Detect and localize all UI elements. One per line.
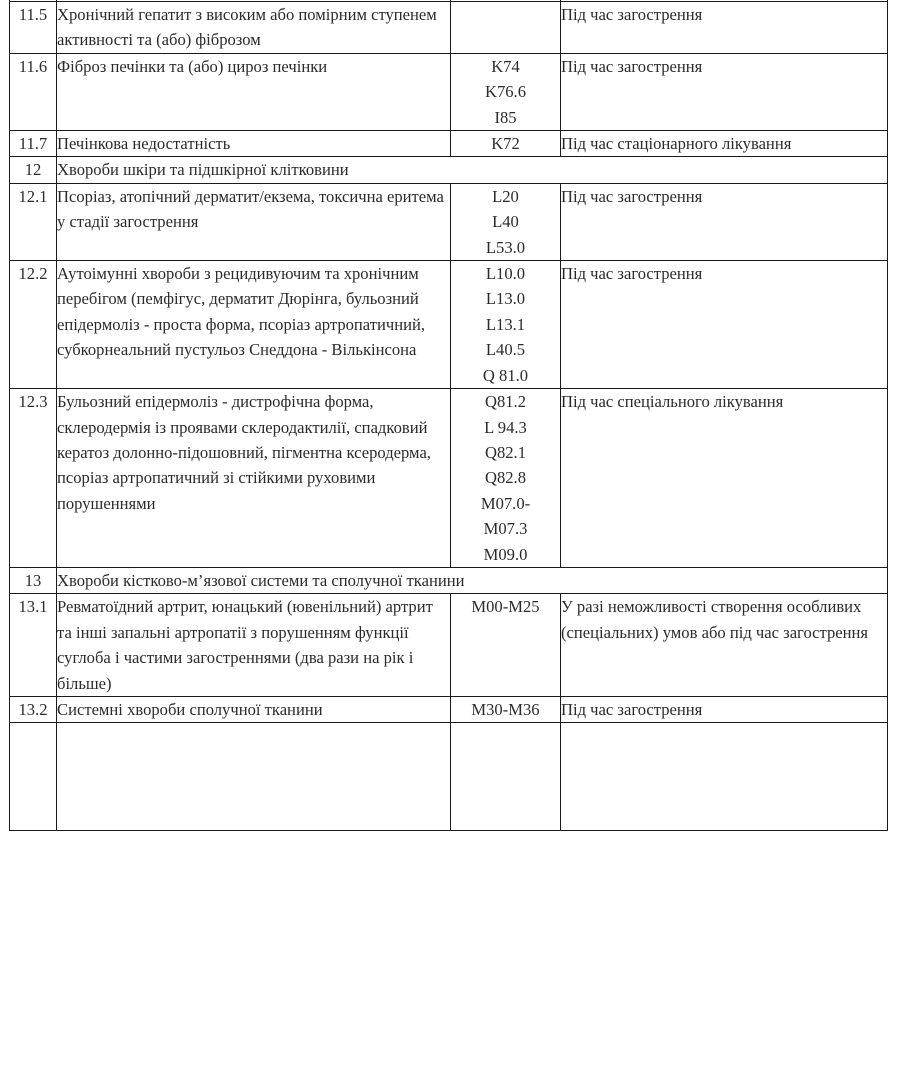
icd-code-value: Q82.8 xyxy=(484,468,527,488)
cell-condition: Під час загострення xyxy=(561,53,888,130)
cell-icd-code xyxy=(451,261,561,389)
cell-section-title: Хвороби шкіри та підшкірної клітковини xyxy=(57,157,888,183)
cell-disease-name xyxy=(57,723,451,831)
cell-condition: Під час загострення xyxy=(561,2,888,54)
cell-disease-name: Хронічний гепатит з високим або помірним ступенем активності та (або) фіброзом xyxy=(57,2,451,54)
cell-condition: Під час загострення xyxy=(561,183,888,260)
icd-code-value: K72 xyxy=(491,134,520,154)
icd-code-value: I85 xyxy=(494,107,517,127)
table-row xyxy=(10,594,888,697)
cell-section-title: Хвороби кістково-м’язової системи та сполучної тканини xyxy=(57,567,888,593)
icd-code-value: L40 xyxy=(492,212,519,232)
icd-code-value: L 94.3 xyxy=(484,417,527,437)
cell-disease-name: Системні хвороби сполучної тканини xyxy=(57,696,451,722)
icd-code-value: L13.0 xyxy=(485,289,526,309)
table-row xyxy=(10,696,888,722)
cell-item-number: 11.6 xyxy=(10,53,57,130)
cell-disease-name: Аутоімунні хвороби з рецидивуючим та хронічним перебігом (пемфігус, дерматит Дюрінга, бульозний епідермоліз - проста форма, псоріаз артропатичний, субкорнеальний пустульоз Снеддона - Вількінсона xyxy=(57,261,451,389)
table-row xyxy=(10,261,888,389)
icd-code-value: M07.3 xyxy=(483,519,528,539)
table-row xyxy=(10,723,888,831)
icd-code-value: L40.5 xyxy=(485,340,526,360)
table-row xyxy=(10,389,888,568)
table-row xyxy=(10,567,888,593)
cell-disease-name: Ревматоїдний артрит, юнацький (ювенільний) артрит та інші запальні артропатії з порушенням функції суглоба і частими загостреннями (два рази на рік і більше) xyxy=(57,594,451,697)
cell-item-number: 12.3 xyxy=(10,389,57,568)
cell-condition: Під час стаціонарного лікування xyxy=(561,131,888,157)
icd-code-value: Q82.1 xyxy=(484,442,527,462)
cell-icd-code xyxy=(451,696,561,722)
cell-disease-name: Печінкова недостатність xyxy=(57,131,451,157)
cell-icd-code xyxy=(451,183,561,260)
cell-icd-code xyxy=(451,389,561,568)
cell-condition: Під час загострення xyxy=(561,261,888,389)
cell-disease-name: Фіброз печінки та (або) цироз печінки xyxy=(57,53,451,130)
table-row xyxy=(10,53,888,130)
cell-item-number: 11.5 xyxy=(10,2,57,54)
cell-disease-name: Псоріаз, атопічний дерматит/екзема, токсична еритема у стадії загострення xyxy=(57,183,451,260)
cell-icd-code xyxy=(451,131,561,157)
icd-code-value: K74 xyxy=(491,56,520,76)
cell-icd-code xyxy=(451,53,561,130)
cell-condition: У разі неможливості створення особливих (спеціальних) умов або під час загострення xyxy=(561,594,888,697)
cell-item-number: 13 xyxy=(10,567,57,593)
table-row xyxy=(10,157,888,183)
table-row xyxy=(10,131,888,157)
icd-code-value: K76.6 xyxy=(484,82,527,102)
cell-item-number: 12.1 xyxy=(10,183,57,260)
icd-code-value: M09.0 xyxy=(483,544,528,564)
table-row xyxy=(10,2,888,54)
cell-item-number xyxy=(10,723,57,831)
icd-code-value: Q81.2 xyxy=(484,392,527,412)
cell-condition: Під час загострення xyxy=(561,696,888,722)
cell-item-number: 12 xyxy=(10,157,57,183)
regulatory-disease-table xyxy=(9,0,888,831)
icd-code-value: Q 81.0 xyxy=(482,365,529,385)
cell-item-number: 11.7 xyxy=(10,131,57,157)
cell-item-number: 13.2 xyxy=(10,696,57,722)
icd-code-value: M30-M36 xyxy=(471,699,540,719)
icd-code-value: L53.0 xyxy=(485,237,526,257)
cell-icd-code xyxy=(451,723,561,831)
table-body xyxy=(10,0,888,831)
cell-icd-code xyxy=(451,594,561,697)
cell-condition: Під час спеціального лікування xyxy=(561,389,888,568)
icd-code-value: M07.0- xyxy=(480,493,531,513)
icd-code-value: M00-M25 xyxy=(471,597,540,617)
cell-item-number: 13.1 xyxy=(10,594,57,697)
cell-condition xyxy=(561,723,888,831)
table-row xyxy=(10,183,888,260)
icd-code-value: L10.0 xyxy=(485,264,526,284)
cell-disease-name: Бульозний епідермоліз - дистрофічна форма, склеродермія із проявами склеродактилії, спадковий кератоз долонно-підошовний, пігментна ксеродерма, псоріаз артропатичний зі стійкими руховими порушеннями xyxy=(57,389,451,568)
cell-icd-code xyxy=(451,2,561,54)
icd-code-value: L20 xyxy=(492,186,519,206)
icd-code-value: L13.1 xyxy=(485,314,526,334)
cell-item-number: 12.2 xyxy=(10,261,57,389)
